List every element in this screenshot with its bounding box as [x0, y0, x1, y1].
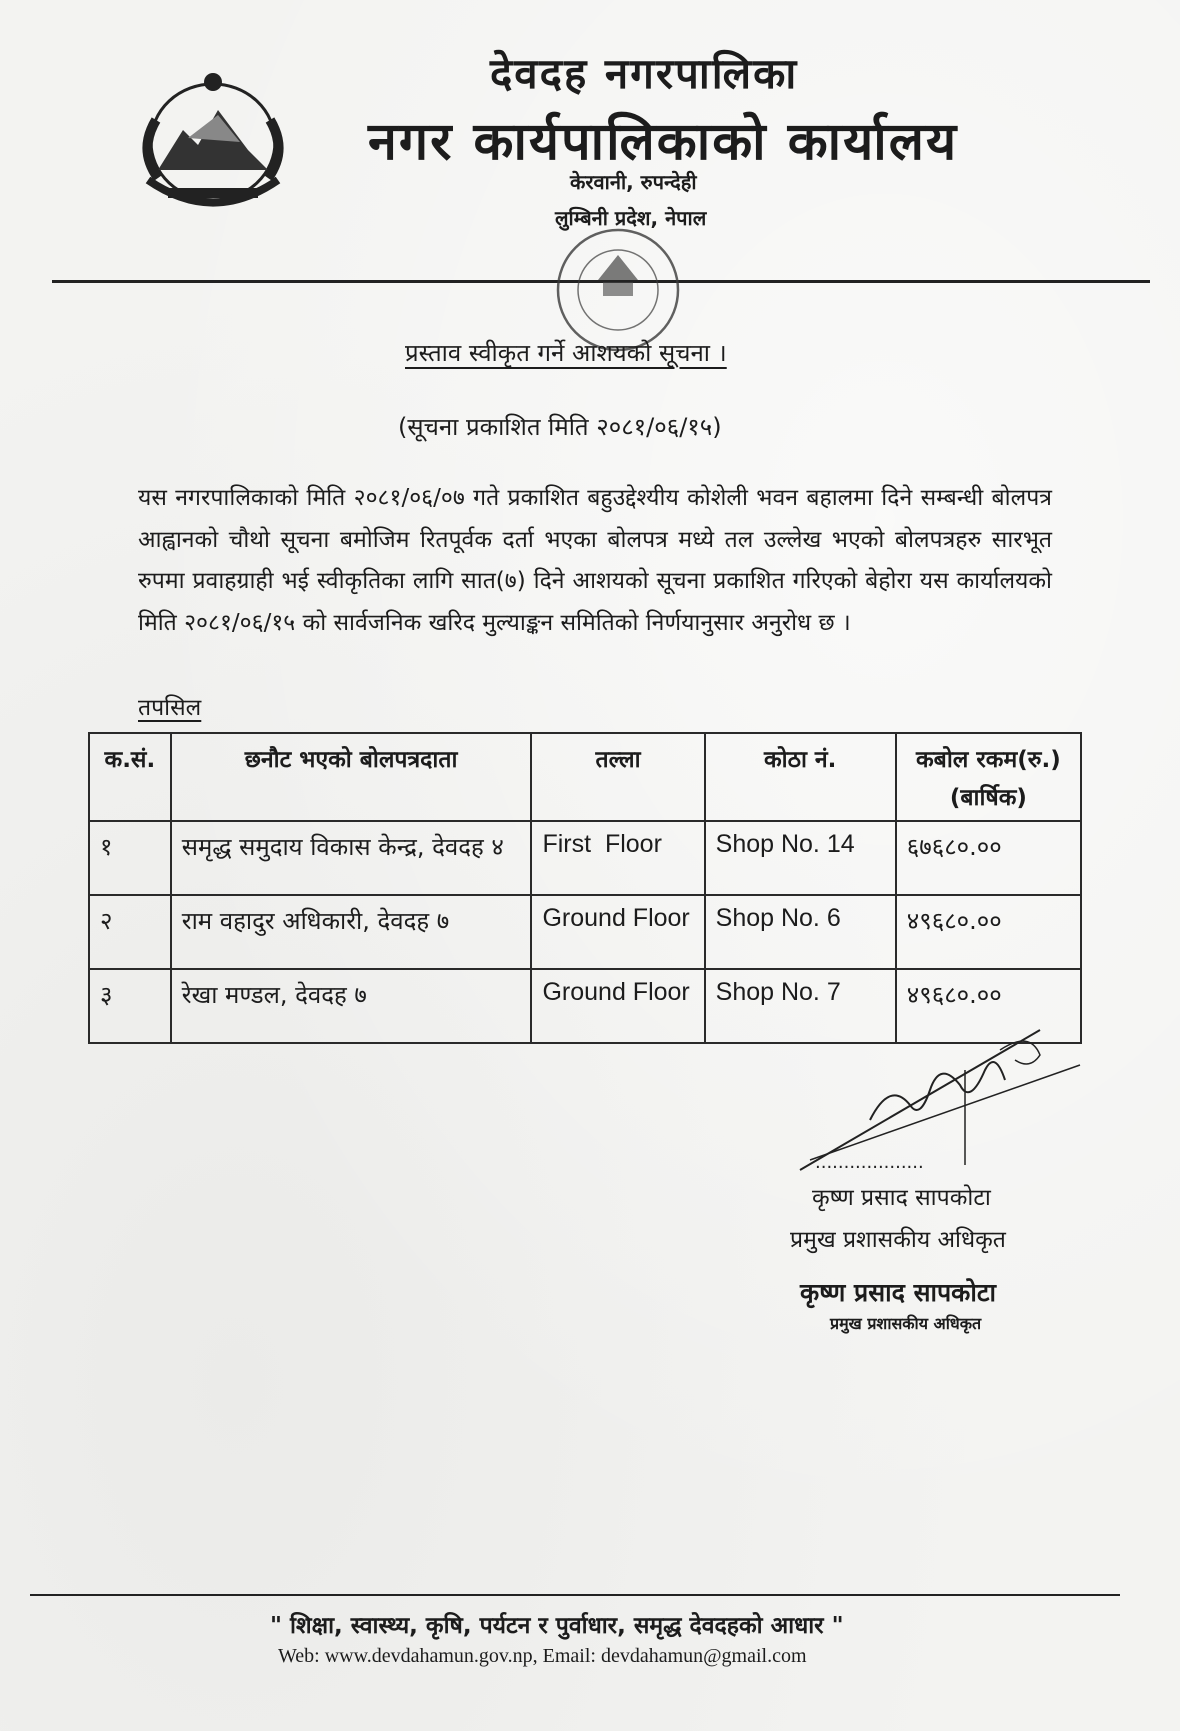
col-header-room: कोठा नं. — [705, 733, 896, 821]
cell-floor: Ground Floor — [531, 895, 704, 969]
cell-floor: Ground Floor — [531, 969, 704, 1043]
col-header-annual: (बार्षिक) — [949, 785, 1027, 811]
col-header-sn: क.सं. — [89, 733, 171, 821]
notice-title: प्रस्ताव स्वीकृत गर्ने आशयको सूचना । — [405, 339, 727, 367]
cell-bidder: रेखा मण्डल, देवदह ७ — [171, 969, 532, 1043]
signatory-name: कृष्ण प्रसाद सापकोटा — [812, 1185, 991, 1211]
col-header-floor: तल्ला — [531, 733, 704, 821]
signatory-designation: प्रमुख प्रशासकीय अधिकृत — [790, 1227, 1006, 1253]
cell-bidder: समृद्ध समुदाय विकास केन्द्र, देवदह ४ — [171, 821, 532, 895]
nepal-emblem-icon — [128, 60, 298, 220]
cell-floor: First Floor — [531, 821, 704, 895]
cell-room: Shop No. 7 — [705, 969, 896, 1043]
cell-room: Shop No. 14 — [705, 821, 896, 895]
notice-body: यस नगरपालिकाको मिति २०८१/०६/०७ गते प्रकाशित बहुउद्देश्यीय कोशेली भवन बहालमा दिने सम्बन्धी बोलपत्र आह्वानको चौथो सूचना बमोजिम रितपूर्वक दर्ता भएका बोलपत्र मध्ये तल उल्लेख भएको बोलपत्रहरु सारभूत रुपमा प्रवाहग्राही भई स्वीकृतिका लागि सात(७) दिने आशयको सूचना प्रकाशित गरिएको बेहोरा यस कार्यालयको मिति २०८१/०६/१५ को सार्वजनिक खरिद मुल्याङ्कन समितिको निर्णयानुसार अनुरोध छ । — [138, 485, 1052, 636]
publication-date: (सूचना प्रकाशित मिति २०८१/०६/१५) — [398, 413, 722, 441]
stamp-name: कृष्ण प्रसाद सापकोटा — [800, 1278, 996, 1307]
address-line-2: लुम्बिनी प्रदेश, नेपाल — [555, 206, 707, 230]
office-name: नगर कार्यपालिकाको कार्यालय — [368, 112, 959, 172]
col-header-amount — [896, 733, 1081, 821]
footer-rule — [30, 1594, 1120, 1596]
stamp-designation: प्रमुख प्रशासकीय अधिकृत — [830, 1314, 982, 1333]
cell-sn: १ — [89, 821, 171, 895]
cell-sn: २ — [89, 895, 171, 969]
handwritten-signature-icon — [790, 1010, 1090, 1180]
col-header-amount-label: कबोल रकम(रु.) — [916, 747, 1061, 773]
cell-amount: ४९६८०.०० — [896, 969, 1081, 1043]
footer-contact: Web: www.devdahamun.gov.np, Email: devdahamun@gmail.com — [278, 1645, 807, 1667]
table-header-row — [89, 733, 1081, 821]
annex-label: तपसिल — [138, 695, 202, 721]
cell-amount: ६७६८०.०० — [896, 821, 1081, 895]
cell-amount: ४९६८०.०० — [896, 895, 1081, 969]
selected-bidders-table — [88, 732, 1082, 1044]
cell-room: Shop No. 6 — [705, 895, 896, 969]
col-header-bidder: छनौट भएको बोलपत्रदाता — [171, 733, 532, 821]
address-line-1: केरवानी, रुपन्देही — [570, 170, 697, 194]
municipality-name: देवदह नगरपालिका — [490, 49, 799, 98]
cell-bidder: राम वहादुर अधिकारी, देवदह ७ — [171, 895, 532, 969]
table-row — [89, 895, 1081, 969]
signature-dots: ................... — [815, 1152, 924, 1173]
table-row — [89, 821, 1081, 895]
footer-motto: " शिक्षा, स्वास्थ्य, कृषि, पर्यटन र पुर्वाधार, समृद्ध देवदहको आधार " — [270, 1613, 844, 1639]
cell-sn: ३ — [89, 969, 171, 1043]
